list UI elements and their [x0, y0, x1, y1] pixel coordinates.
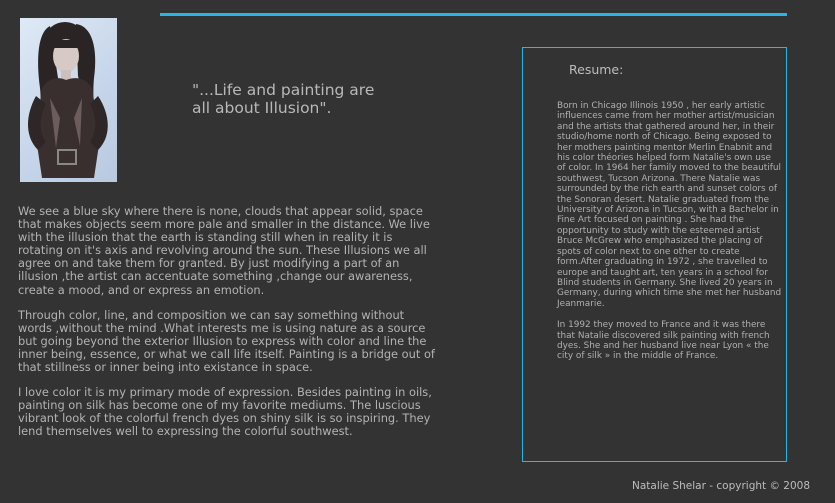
artist-statement: [18, 205, 438, 451]
resume-paragraph: Born in Chicago Illinois 1950 , her early artistic influences came from her mother artist/musician and the artists that gathered around her, in their studio/home north of Chicago. Being exposed to her mothers painting mentor Merlin Enabnit and his color théories helped form Natalie's own use of color. In 1964 her family moved to the beautiful southwest, Tucson Arizona. There Natalie was surrounded by the rich earth and sunset colors of the Sonoran desert. Natalie graduated from the University of Arizona in Tucson, with a Bachelor in Fine Art focused on painting . She had the opportunity to study with the esteemed artist Bruce McGrew who emphasized the placing of spots of color next to one other to create form.After graduating in 1972 , she travelled to europe and taught art, ten years in a school for Blind students in Germany. She lived 20 years in Germany, during which time she met her husband Jeanmarie.: [557, 101, 782, 309]
statement-paragraph: We see a blue sky where there is none, clouds that appear solid, space that makes objects seem more pale and smaller in the distance. We live with the illusion that the earth is standing still when in reality it is rotating on it's axis and revolving around the sun. These Illusions we all agree on and take them for granted. By just modifying a part of an illusion ,the artist can accentuate something ,change our awareness, create a mood, and or express an emotion.: [18, 204, 430, 297]
quote-line-2: all about Illusion".: [192, 99, 332, 117]
artist-quote: [192, 81, 412, 117]
resume-body: [557, 101, 782, 373]
statement-paragraph: I love color it is my primary mode of expression. Besides painting in oils, painting on silk has become one of my favorite mediums. The luscious vibrant look of the colorful french dyes on shiny silk is so inspiring. They lend themselves well to expressing the colorful southwest.: [18, 385, 432, 439]
resume-title: Resume:: [569, 62, 624, 77]
top-accent-rule: [160, 13, 787, 16]
copyright-footer: Natalie Shelar - copyright © 2008: [632, 480, 811, 492]
artist-portrait: [20, 18, 117, 182]
statement-paragraph: Through color, line, and composition we can say something without words ,without the mind .What interests me is using nature as a source but going beyond the exterior Illusion to express with color and line the inner being, essence, or what we call life itself. Painting is a bridge out of that stillness or inner being into existance in space.: [18, 307, 435, 375]
quote-line-1: "...Life and painting are: [192, 81, 375, 99]
resume-paragraph: In 1992 they moved to France and it was there that Natalie discovered silk painting with french dyes. She and her husband live near Lyon « the city of silk » in the middle of France.: [557, 320, 770, 362]
